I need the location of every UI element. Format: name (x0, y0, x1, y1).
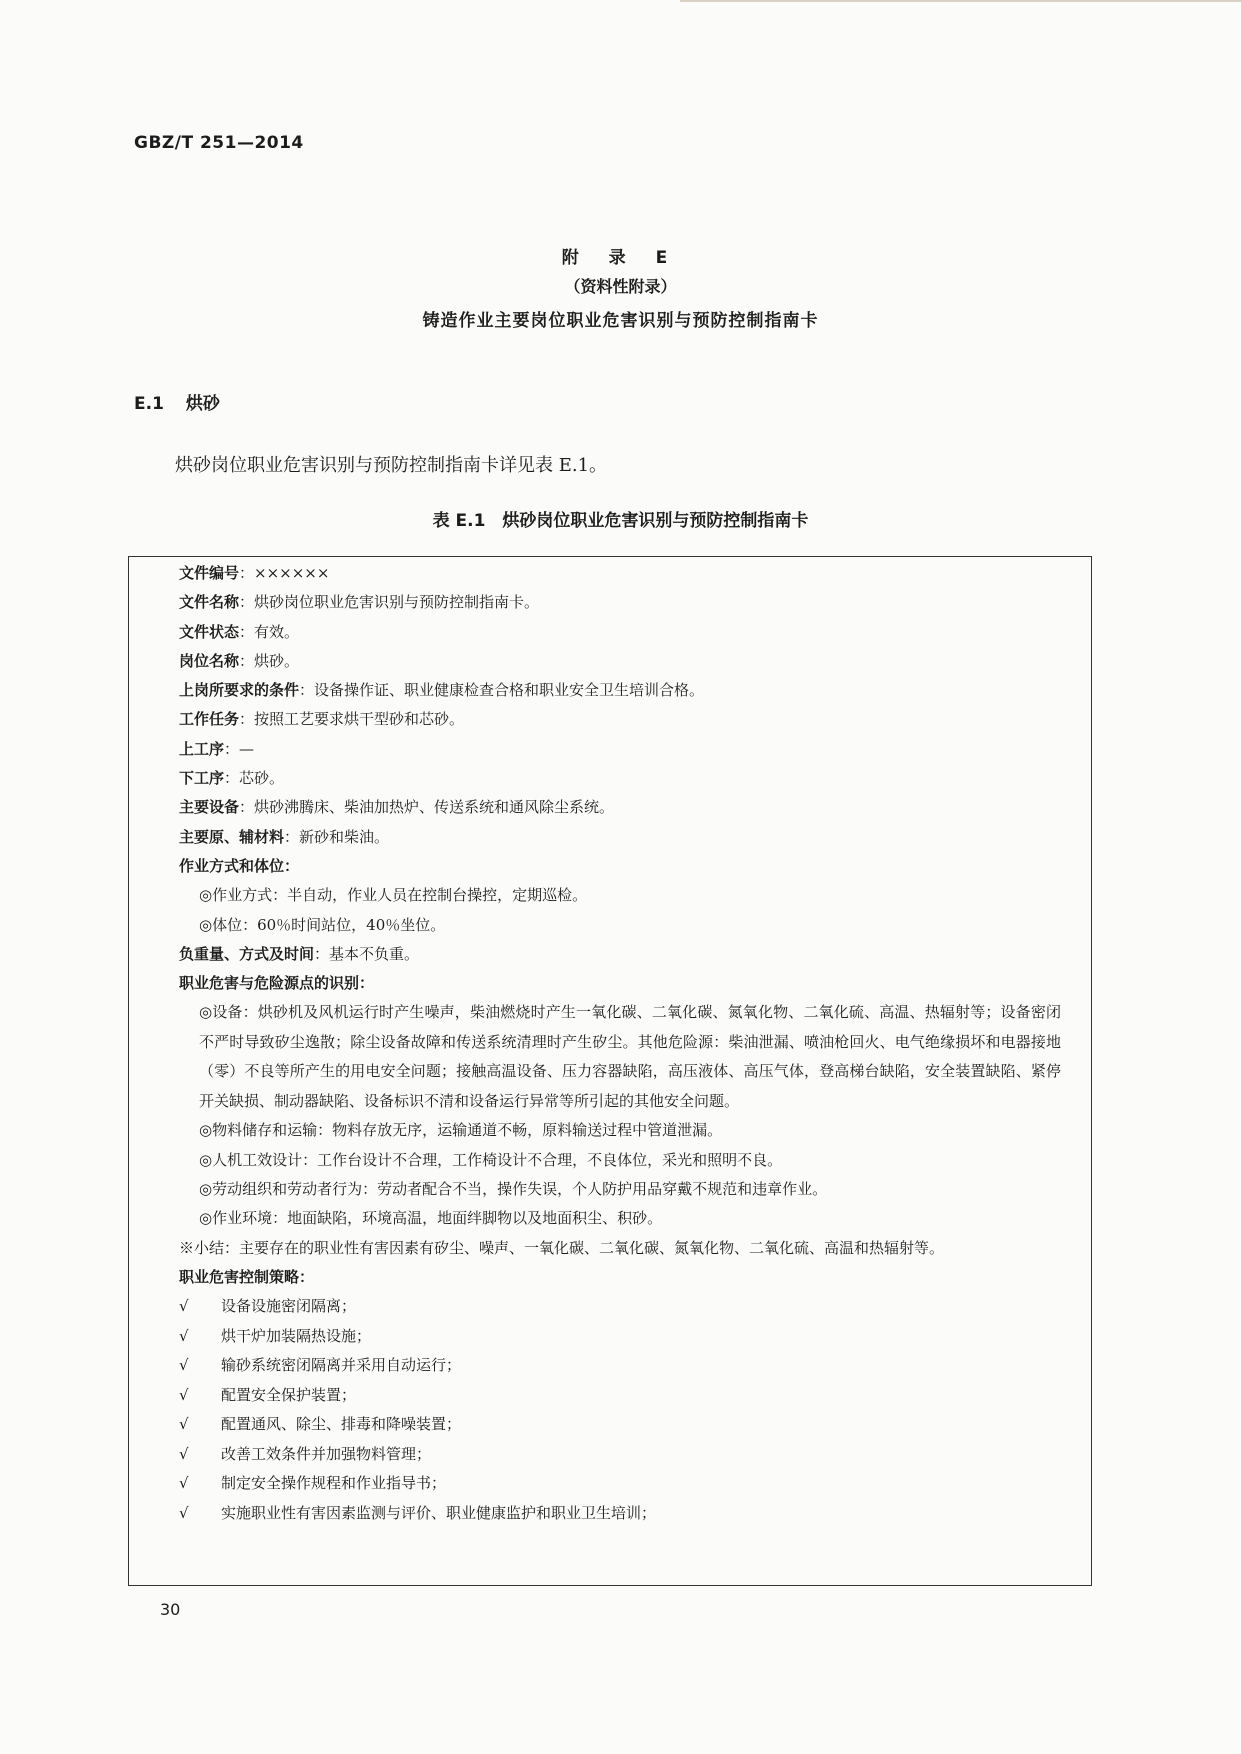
field-load: 负重量、方式及时间：基本不负重。 (179, 944, 420, 963)
intro-paragraph: 烘砂岗位职业危害识别与预防控制指南卡详见表 E.1。 (175, 455, 608, 476)
check-icon: √ (179, 1503, 189, 1522)
check-icon: √ (179, 1326, 189, 1345)
field-next-process: 下工序：芯砂。 (179, 769, 285, 788)
field-file-status: 文件状态：有效。 (179, 622, 300, 641)
section-number: E.1 (134, 394, 164, 414)
check-icon: √ (179, 1385, 189, 1404)
field-materials: 主要原、辅材料：新砂和柴油。 (179, 827, 390, 846)
strategy-item: √ 输砂系统密闭隔离并采用自动运行； (179, 1351, 1061, 1381)
guide-card-body (179, 559, 1061, 1528)
page-number: 30 (160, 1600, 181, 1619)
appendix-title: 铸造作业主要岗位职业危害识别与预防控制指南卡 (422, 311, 819, 331)
work-mode-item: ◎体位：60％时间站位，40％坐位。 (199, 915, 446, 934)
hazard-equipment-paragraph: ◎设备：烘砂机及风机运行时产生噪声，柴油燃烧时产生一氧化碳、二氧化碳、氮氧化物、二氧化硫、高温、热辐射等；设备密闭不严时导致矽尘逸散；除尘设备故障和传送系统清理时产生矽尘。其他危险源：柴油泄漏、喷油枪回火、电气绝缘损坏和电器接地（零）不良等所产生的用电安全问题；接触高温设备、压力容器缺陷，高压液体、高压气体，登高梯台缺陷，安全装置缺陷、紧停开关缺损、制动器缺陷、设备标识不清和设备运行异常等所引起的其他安全问题。 (199, 1003, 1061, 1110)
field-equipment: 主要设备：烘砂沸腾床、柴油加热炉、传送系统和通风除尘系统。 (179, 798, 615, 817)
strategy-item: √ 设备设施密闭隔离； (179, 1292, 1061, 1322)
strategy-item: √ 配置通风、除尘、排毒和降噪装置； (179, 1410, 1061, 1440)
appendix-label: 附 录 E (561, 248, 680, 268)
hazard-item: ◎作业环境：地面缺陷，环境高温，地面绊脚物以及地面积尘、积砂。 (199, 1209, 663, 1228)
work-mode-item: ◎作业方式：半自动，作业人员在控制台操控，定期巡检。 (199, 886, 588, 905)
standard-code: GBZ/T 251—2014 (134, 133, 304, 153)
check-icon: √ (179, 1356, 189, 1375)
field-hazards: 职业危害与危险源点的识别： (179, 974, 375, 993)
strategy-item: √ 烘干炉加装隔热设施； (179, 1322, 1061, 1352)
strategy-item: √ 实施职业性有害因素监测与评价、职业健康监护和职业卫生培训； (179, 1499, 1061, 1529)
guide-card (128, 556, 1092, 1586)
hazard-item: ◎人机工效设计：工作台设计不合理，工作椅设计不合理，不良体位，采光和照明不良。 (199, 1150, 783, 1169)
field-prev-process: 上工序：— (179, 739, 255, 758)
field-task: 工作任务：按照工艺要求烘干型砂和芯砂。 (179, 710, 465, 729)
section-heading (134, 389, 220, 414)
summary-line: ※小结：主要存在的职业性有害因素有矽尘、噪声、一氧化碳、二氧化碳、氮氧化物、二氧化硫、高温和热辐射等。 (179, 1238, 945, 1257)
table-title: 表 E.1 烘砂岗位职业危害识别与预防控制指南卡 (432, 511, 809, 531)
field-work-mode: 作业方式和体位： (179, 856, 300, 875)
field-strategy: 职业危害控制策略： (179, 1267, 315, 1286)
check-icon: √ (179, 1415, 189, 1434)
field-requirements: 上岗所要求的条件：设备操作证、职业健康检查合格和职业安全卫生培训合格。 (179, 681, 705, 700)
strategy-item: √ 制定安全操作规程和作业指导书； (179, 1469, 1061, 1499)
hazard-item: ◎劳动组织和劳动者行为：劳动者配合不当，操作失误，个人防护用品穿戴不规范和违章作业。 (199, 1180, 828, 1199)
field-post-name: 岗位名称：烘砂。 (179, 651, 300, 670)
check-icon: √ (179, 1474, 189, 1493)
top-border-rule (680, 0, 1241, 2)
field-file-name: 文件名称：烘砂岗位职业危害识别与预防控制指南卡。 (179, 593, 540, 612)
hazard-item: ◎物料储存和运输：物料存放无序，运输通道不畅，原料输送过程中管道泄漏。 (199, 1121, 723, 1140)
strategy-item: √ 改善工效条件并加强物料管理； (179, 1440, 1061, 1470)
strategy-item: √ 配置安全保护装置； (179, 1381, 1061, 1411)
section-title: 烘砂 (185, 394, 220, 414)
field-file-no: 文件编号：×××××× (179, 564, 330, 582)
appendix-type: （资料性附录） (564, 277, 677, 296)
check-icon: √ (179, 1444, 189, 1463)
check-icon: √ (179, 1297, 189, 1316)
